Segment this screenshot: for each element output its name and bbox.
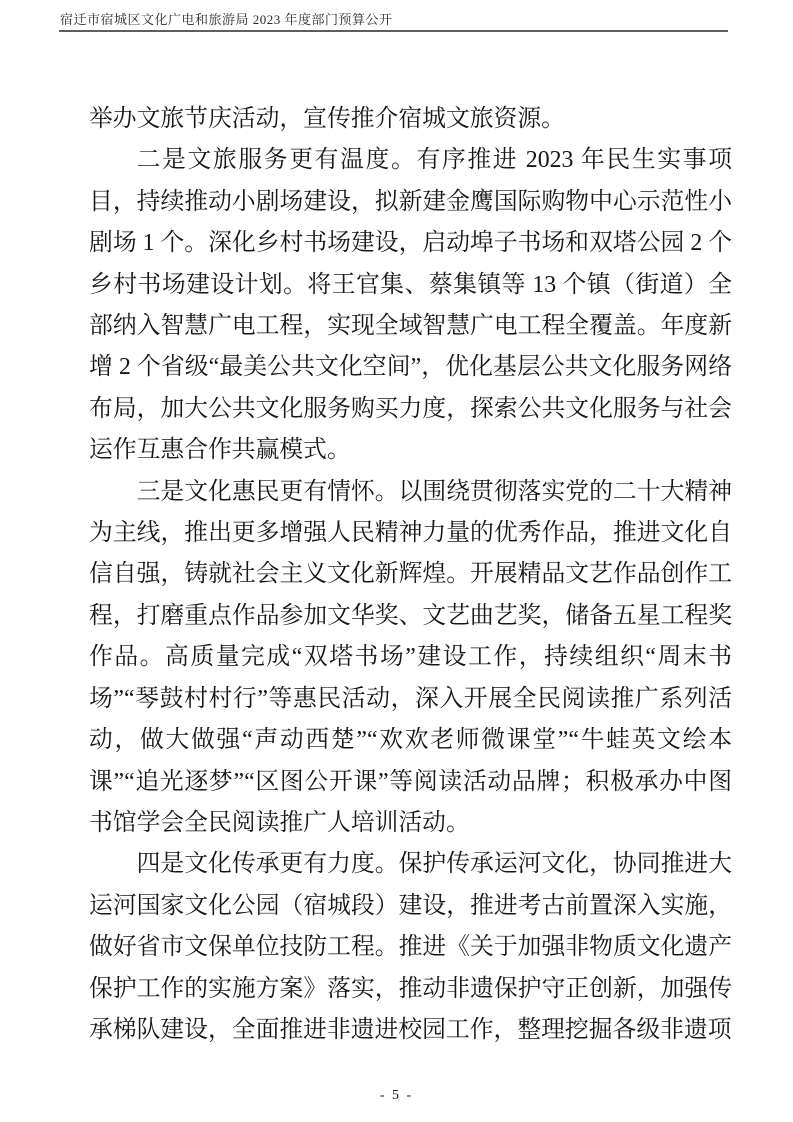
paragraph-continuation: 举办文旅节庆活动，宣传推介宿城文旅资源。 [89,106,565,132]
header-rule [59,30,728,32]
page-footer [0,1086,793,1104]
paragraph-section-four: 四是文化传承更有力度。保护传承运河文化，协同推进大运河国家文化公园（宿城段）建设，推进考古前置深入实施，做好省市文保单位技防工程。推进《关于加强非物质文化遗产保护工作的实施方案》落实，推动非遗保护守正创新，加强传承梯队建设，全面推进非遗进校园工作，整理挖掘各级非遗项 [89,851,732,1043]
document-body [89,99,732,1051]
paragraph-section-two: 二是文旅服务更有温度。有序推进 2023 年民生实事项目，持续推动小剧场建设，拟新建金鹰国际购物中心示范性小剧场 1 个。深化乡村书场建设，启动埠子书场和双塔公园 2 个乡村书场建设计划。将王官集、蔡集镇等 13 个镇（街道）全部纳入智慧广电工程，实现全域智慧广电工程全覆盖。年度新增 2 个省级“最美公共文化空间”，优化基层公共文化服务网络布局，加大公共文化服务购买力度，探索公共文化服务与社会运作互惠合作共赢模式。 [89,147,732,464]
page-number: - 5 - [379,1088,414,1103]
paragraph-section-three: 三是文化惠民更有情怀。以围绕贯彻落实党的二十大精神为主线，推出更多增强人民精神力量的优秀作品，推进文化自信自强，铸就社会主义文化新辉煌。开展精品文艺作品创作工程，打磨重点作品参加文华奖、文艺曲艺奖，储备五星工程奖作品。高质量完成“双塔书场”建设工作，持续组织“周末书场”“琴鼓村村行”等惠民活动，深入开展全民阅读推广系列活动，做大做强“声动西楚”“欢欢老师微课堂”“牛蛙英文绘本课”“追光逐梦”“区图公开课”等阅读活动品牌；积极承办中图书馆学会全民阅读推广人培训活动。 [89,478,732,836]
page-header-title: 宿迁市宿城区文化广电和旅游局 2023 年度部门预算公开 [60,12,393,27]
